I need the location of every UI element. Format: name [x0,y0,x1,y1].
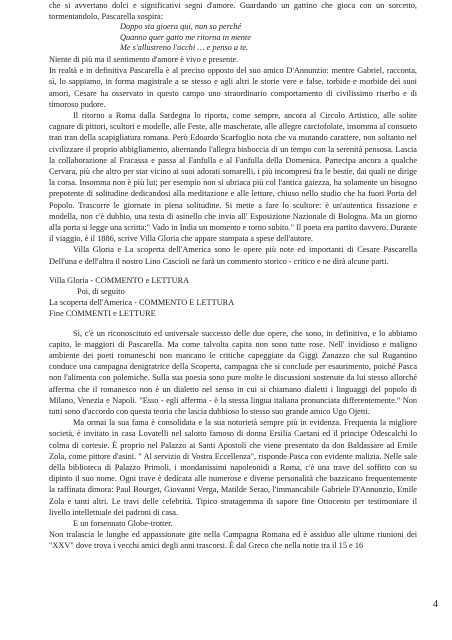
verse-line: Doppo sta gioera qui, nun so perché [120,22,242,32]
program-item: La scoperta dell'America - COMMENTO E LETTURA [49,298,235,308]
paragraph: Sì, c'è un riconoscituto ed universale successo delle due opere, che sono, in definitiva, e lo abbiamo capito, le maggiori di Pascarella. Ma come talvolta capita non sono tutte rose. Nell' invidioso e maligno ambiente dei poeti romaneschi non mancano le critiche capeggiate da Giggi Zanazzo che sul Rugantino conduce una campagna denigratrice della Scoperta, campagna che si conclude per esaurimento, poiché Pasca non l'alimenta con polemiche. Sulla sua poesia sono pure molte le discussioni sostenute da lui stesso allorché afferma che il romanesco non è un dialetto nel senso in cui si chiamano dialetti i linguaggi del popolo di Milano, Venezia e Napoli. "Esso - egli afferma - è la stessa lingua italiana pronunciata differentemente." Non tutti sono d'accordo con questa teoria che lascia dubbioso lo stesso suo grande amico Ugo Ojetti. [49,328,417,416]
verse-line: Quanno quer gatto me ritorna in mente [120,32,251,42]
paragraph: Villa Gloria e La scoperta dell'America sono le opere più note ed importanti di Cesare Pascarella Dell'una e dell'altra il nostro Lino Cascioli ne farà un commento storico - critico e ne dirà alcune parti. [49,245,417,266]
program-item: Villa Gloria - COMMENTO e LETTURA [49,275,190,285]
page-number: 4 [433,599,438,610]
paragraph: Niente di più ma il sentimento d'amore è vivo e presente. [49,54,239,64]
verse-line: Me s'allustreno l'occhi … e penso a te. [120,43,249,53]
program-list [49,275,417,320]
paragraph: Il ritorno a Roma dalla Sardegna lo riporta, come sempre, ancora al Circolo Artistico, alle solite cagnare di pittori, scultori e modelle, alle Feste, alle mascherate, alle allegre carciofolate, insomma al consueto tran tran della scapigliatura romana. Però Edoardo Scarfoglio nota che va mutando carattere, non soltanto nel civilizzare il proprio abbigliamento, alternando l'allegra bisboccia di un tempo con la serenità pensosa. Lascia la collaborazione al Fracassa e passa al Fanfulla e al Fanfulla della Domenica. Partecipa ancora a qualche Cervara, più che altro per star vicino ai suoi adorati somarelli, i più incompresi fra le bestie, dai quali ne dirige la corsa. Insomma non è più lui; per esempio non si ubriaca più col l'antica gaiezza, ha solamente un bisogno prepotente di solitudine dedicandosi alla meditazione e alle letture, chiuso nello studio che ha fuori Porta del Popolo. Trascorre le giornate in piena solitudine. Si mette a fare lo scultore: è un'autentica fissazione e modella, non c'è dubbio, una testa di asinello che invia all' Esposizione Nazionale di Bologna. Ma un giorno alla porta si legge una scritta:" Vado in India un momento e torno subito." Il poeta era partito davvero. Durante il viaggio, è il 1886, scrive Villa Gloria che appare stampata a spese dell'autore. [49,110,417,244]
intro-paragraph: che si avvertano dolci e significativi segni d'amore. Guardando un gattino che gioca con un sorcetto, tormentandolo, Pascarella sospira: [49,1,417,22]
paragraph: In realtà e in definitiva Pascarella è al preciso opposto del suo amico D'Annunzio: mentre Gabriel, racconta, sì, lo sappiamo, in forma magistrale a se stesso e agli altri le storie vere e false, torbide e morbide dei suoi amori, Cesare ha osservato in questo campo uno straordinario comportamento di civilissimo riserbo e di timoroso pudore. [49,66,417,109]
program-item: Poi, di seguito [77,286,125,296]
document-page [49,0,417,552]
paragraph: Ma ormai la sua fama è consolidata e la sua notorietà sempre più in evidenza. Frequenta la migliore società, è invitato in casa Lovatelli nel salotto famoso di donna Ersilia Caetani ed il principe Odescalchi lo colma di cortesie. È proprio nel Palazzo ai Santi Apostoli che viene presentato da don Baldassare ad Emile Zola, come pittore d'asini. " Al servizio di Vostra Eccellenza", risponde Pasca con evidente malizia. Nelle sale della biblioteca di Palazzo Primoli, i mondanissimi napoleonidi a Roma, c'è una trave del soffitto con su dipinto il suo nome. Ogni trave è dedicata alle numerose e diverse personalità che bazzicano frequentemente la raffinata dimora: Paul Bourget, Giovanni Verga, Matilde Serao, l'immancabile Gabriele D'Annunzio, Emile Zola e tanti altri. Le travi delle celebrità. Tipico stratagemma di sapore fine Ottocento per testimoniare il livello intellettuale dei padroni di casa. [49,418,417,517]
verse-quote [120,22,417,54]
paragraph: Non tralascia le lunghe ed appassionate gite nella Campagna Romana ed è assiduo alle ultime riunioni dei "XXV" dove trova i vecchi amici degli anni trascorsi. È dal Greco che nella notte tra il 15 e 16 [49,530,417,551]
paragraph: E un forsennato Globe-trotter. [73,519,173,529]
program-item: Fine COMMENTI e LETTURE [49,309,156,319]
